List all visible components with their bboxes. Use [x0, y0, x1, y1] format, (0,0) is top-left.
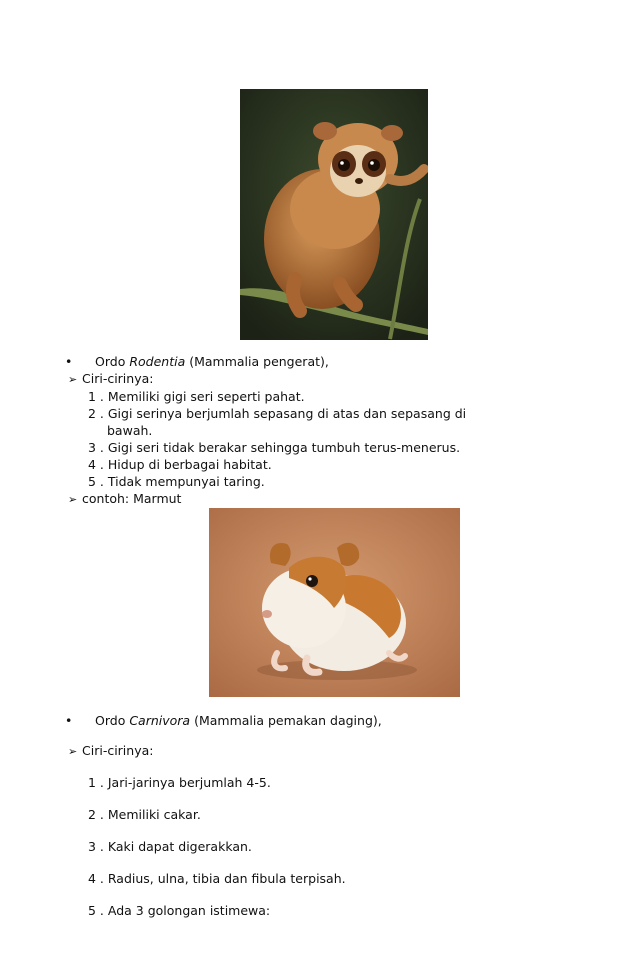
- list-item: 4 . Radius, ulna, tibia dan fibula terpisah.: [88, 871, 346, 886]
- ordo-prefix: Ordo: [95, 354, 130, 369]
- list-item: 5 . Ada 3 golongan istimewa:: [88, 903, 271, 918]
- list-item: 5 . Tidak mempunyai taring.: [88, 474, 265, 489]
- list-item: 3 . Kaki dapat digerakkan.: [88, 839, 252, 854]
- bullet-icon: •: [65, 713, 73, 728]
- ordo-name: Rodentia: [129, 354, 186, 369]
- rodentia-ciri-label: [68, 371, 153, 388]
- list-item: 2 . Memiliki cakar.: [88, 807, 201, 822]
- ciri-label-text: Ciri-cirinya:: [82, 743, 154, 758]
- list-item: 2 . Gigi serinya berjumlah sepasang di atas dan sepasang di: [88, 406, 467, 421]
- contoh-text: contoh: Marmut: [82, 491, 182, 506]
- arrow-bullet-icon: ➢: [68, 745, 78, 758]
- rodentia-contoh: [68, 491, 181, 508]
- list-item: 1 . Memiliki gigi seri seperti pahat.: [88, 389, 305, 404]
- carnivora-ciri-label: [68, 743, 153, 760]
- ordo-suffix: (Mammalia pemakan daging),: [190, 713, 382, 728]
- ciri-label-text: Ciri-cirinya:: [82, 371, 154, 386]
- list-item: 4 . Hidup di berbagai habitat.: [88, 457, 272, 472]
- ordo-suffix: (Mammalia pengerat),: [185, 354, 329, 369]
- carnivora-heading: [65, 713, 382, 729]
- list-item: 3 . Gigi seri tidak berakar sehingga tumbuh terus-menerus.: [88, 440, 461, 455]
- rodentia-heading: [65, 354, 329, 370]
- ordo-name: Carnivora: [129, 713, 191, 728]
- ordo-prefix: Ordo: [95, 713, 130, 728]
- loris-photo: [240, 89, 428, 340]
- marmut-photo: [209, 508, 460, 697]
- arrow-bullet-icon: ➢: [68, 493, 78, 506]
- arrow-bullet-icon: ➢: [68, 373, 78, 386]
- list-item: 1 . Jari-jarinya berjumlah 4-5.: [88, 775, 271, 790]
- list-item-continuation: bawah.: [107, 423, 153, 438]
- bullet-icon: •: [65, 354, 73, 369]
